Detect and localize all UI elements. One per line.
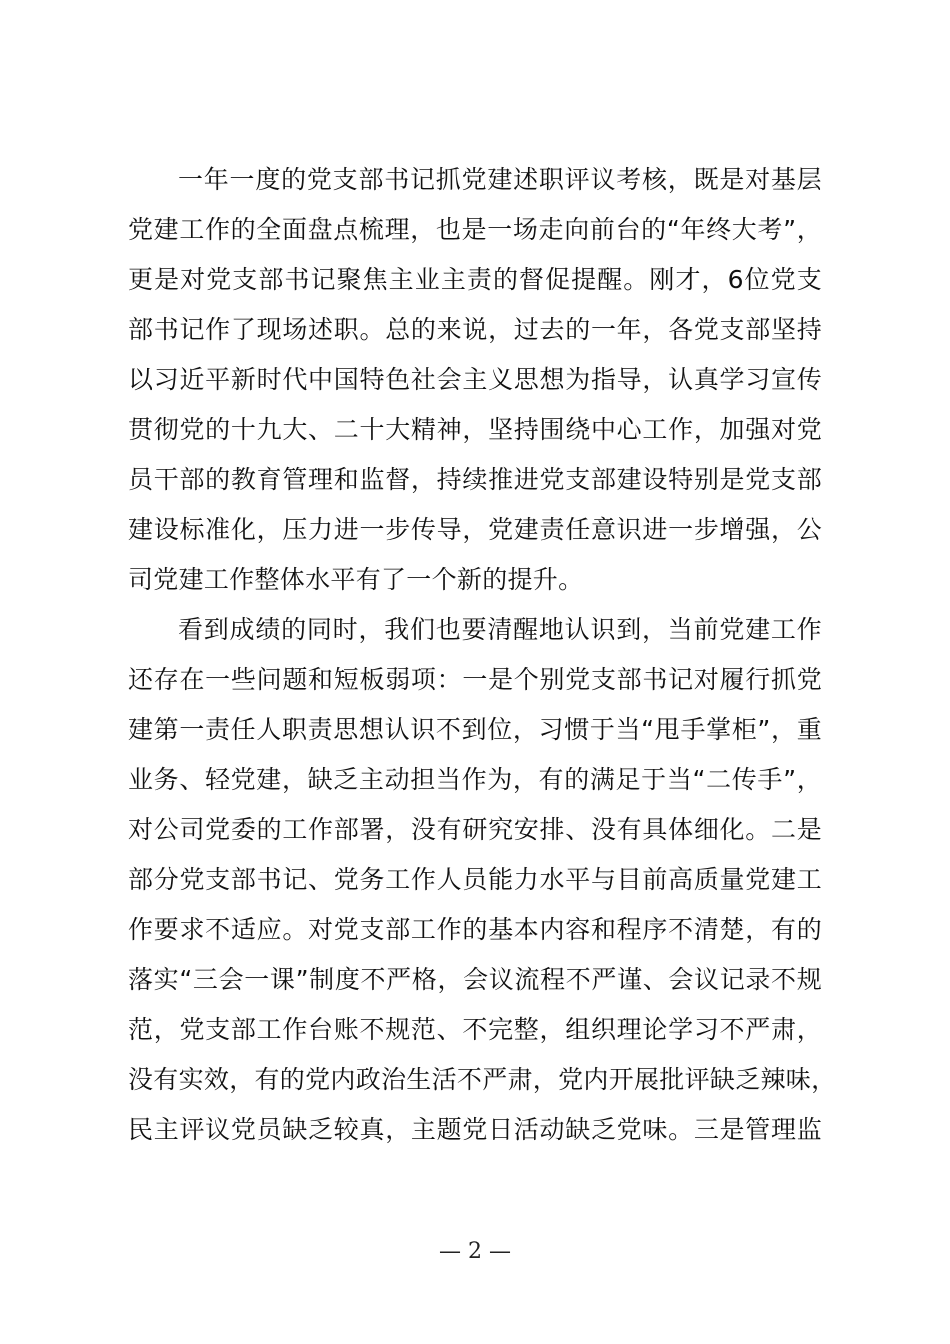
text-line: 对公司党委的工作部署，没有研究安排、没有具体细化。二是	[128, 815, 822, 844]
document-body	[128, 155, 837, 1155]
text-line: 一年一度的党支部书记抓党建述职评议考核，既是对基层	[178, 165, 822, 194]
text-line: 更是对党支部书记聚焦主业主责的督促提醒。刚才，6位党支	[128, 265, 822, 294]
text-line: 业务、轻党建，缺乏主动担当作为，有的满足于当“二传手”，	[128, 765, 822, 794]
text-line: 还存在一些问题和短板弱项：一是个别党支部书记对履行抓党	[128, 665, 822, 694]
text-line: 建第一责任人职责思想认识不到位，习惯于当“甩手掌柜”，重	[128, 715, 822, 744]
text-line: 部书记作了现场述职。总的来说，过去的一年，各党支部坚持	[128, 315, 822, 344]
text-line: 部分党支部书记、党务工作人员能力水平与目前高质量党建工	[128, 865, 822, 894]
page-number: — 2 —	[439, 1239, 511, 1264]
text-line: 建设标准化，压力进一步传导，党建责任意识进一步增强，公	[128, 515, 822, 544]
text-line: 看到成绩的同时，我们也要清醒地认识到，当前党建工作	[178, 615, 822, 644]
text-line: 落实“三会一课”制度不严格，会议流程不严谨、会议记录不规	[128, 965, 822, 994]
paragraph-1	[128, 155, 822, 605]
text-line: 作要求不适应。对党支部工作的基本内容和程序不清楚，有的	[128, 915, 822, 944]
text-line: 民主评议党员缺乏较真，主题党日活动缺乏党味。三是管理监	[128, 1115, 822, 1144]
text-line: 范，党支部工作台账不规范、不完整，组织理论学习不严肃，	[128, 1015, 822, 1044]
text-line: 没有实效，有的党内政治生活不严肃，党内开展批评缺乏辣味，	[128, 1065, 837, 1094]
paragraph-2	[128, 605, 837, 1155]
text-line: 党建工作的全面盘点梳理，也是一场走向前台的“年终大考”，	[128, 215, 822, 244]
text-line: 贯彻党的十九大、二十大精神，坚持围绕中心工作，加强对党	[128, 415, 822, 444]
text-line: 员干部的教育管理和监督，持续推进党支部建设特别是党支部	[128, 465, 822, 494]
text-line: 司党建工作整体水平有了一个新的提升。	[128, 565, 584, 594]
text-line: 以习近平新时代中国特色社会主义思想为指导，认真学习宣传	[128, 365, 822, 394]
